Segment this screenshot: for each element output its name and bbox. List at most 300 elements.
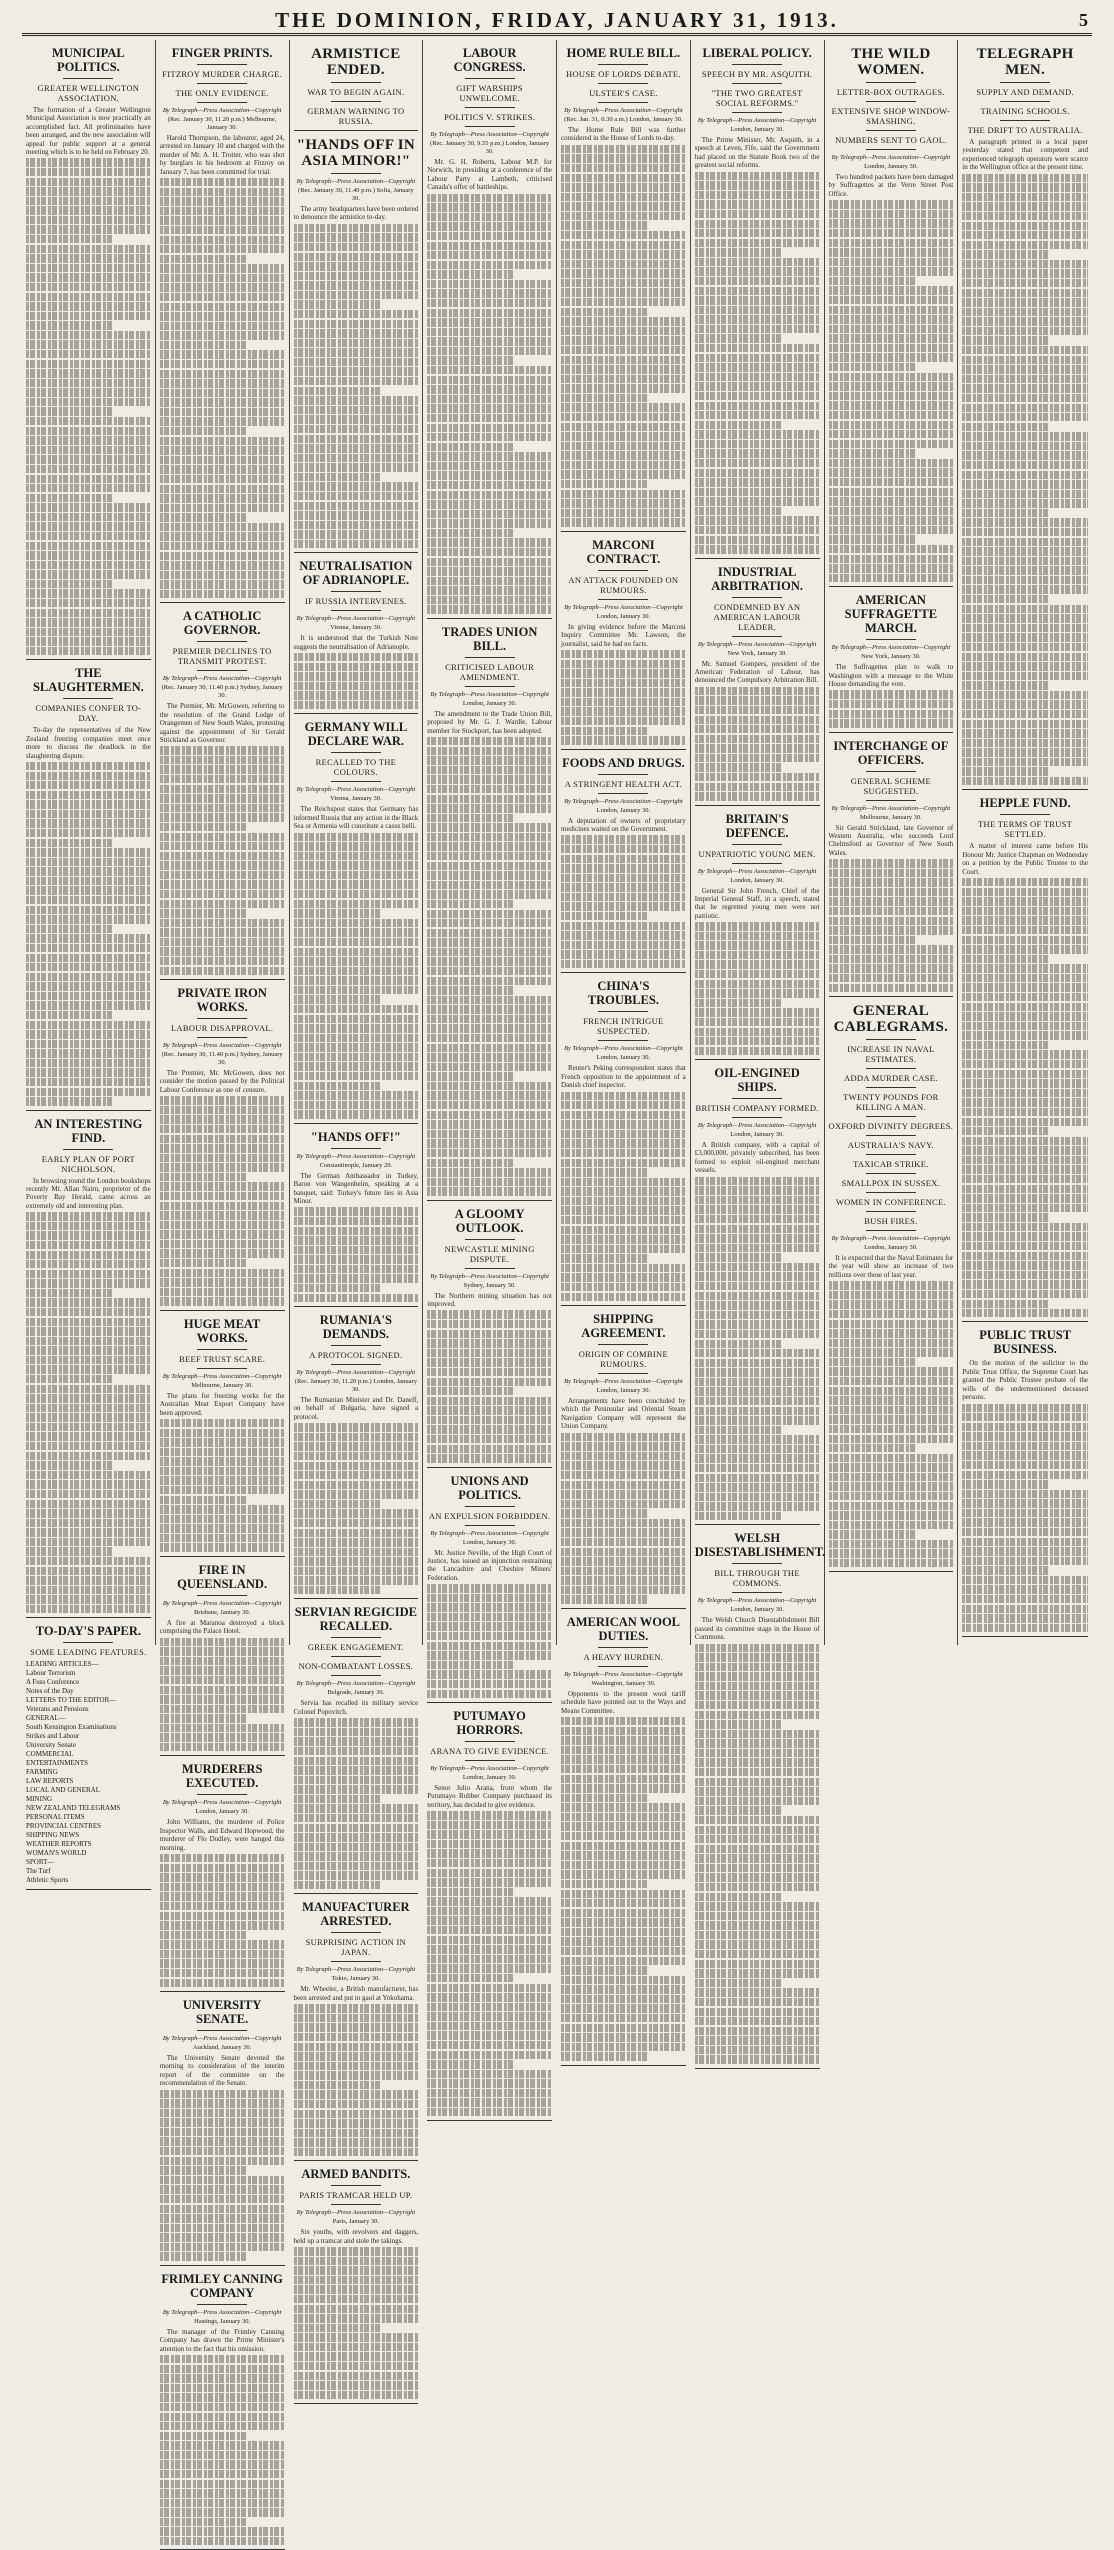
divider-rule [331, 610, 381, 611]
text-line [695, 1368, 820, 1376]
text-line [427, 251, 552, 259]
text-line [160, 2403, 285, 2411]
text-line [294, 1481, 419, 1489]
text-line [294, 1246, 419, 1254]
text-line [294, 701, 419, 709]
text-line [561, 279, 686, 287]
text-line [26, 475, 151, 483]
text-line [26, 982, 151, 990]
text-line [561, 1985, 686, 1993]
text-line [294, 1034, 419, 1042]
article-headline: OIL-ENGINED SHIPS. [714, 1066, 800, 1095]
text-line [695, 1921, 820, 1929]
text-line [561, 1966, 648, 1974]
article-headline: MUNICIPAL POLITICS. [52, 46, 125, 74]
text-line [26, 839, 113, 847]
text-line [26, 1222, 151, 1230]
article-body: Opponents to the present wool tariff schedule have pointed out to the Ways and Means Committee. [561, 1689, 686, 1715]
text-line [294, 2043, 419, 2051]
text-line [962, 375, 1088, 383]
text-line [294, 2352, 419, 2360]
text-line [427, 1840, 552, 1848]
text-line [427, 785, 552, 793]
article-separator [160, 1310, 285, 1311]
text-line [26, 1490, 151, 1498]
divider-rule [331, 173, 381, 174]
divider-rule [866, 800, 916, 801]
text-line [962, 1518, 1088, 1526]
text-line [695, 1931, 820, 1939]
text-line [829, 1444, 916, 1452]
text-line [294, 1442, 419, 1450]
text-line [829, 353, 954, 361]
text-line [695, 932, 820, 940]
text-line [160, 1154, 285, 1162]
text-line [294, 1728, 419, 1736]
article-body: The Premier, Mr. McGowen, referring to the resolution of the Grand Lodge of Orangemen of New South Wales, protesting against the appointment of Sir Gerald Strickland as Governor. [159, 702, 285, 744]
text-line [427, 1310, 552, 1318]
text-line [294, 444, 419, 452]
text-line [427, 299, 552, 307]
text-line [294, 2266, 419, 2274]
text-line [829, 421, 954, 429]
text-line [160, 1505, 285, 1513]
text-line [294, 995, 381, 1003]
article-subheadline: A PROTOCOL SIGNED. [309, 1349, 403, 1360]
text-line [427, 1339, 552, 1347]
text-line [427, 756, 552, 764]
text-line [962, 566, 1088, 574]
text-line [26, 599, 151, 607]
divider-rule [331, 101, 381, 102]
text-line [962, 1451, 1088, 1459]
index-entry: SPORT— [26, 1858, 55, 1867]
article-body: Mr. Samuel Gompers, president of the American Federation of Labour, has denounced the Compulsory Arbitration Bill. [694, 659, 820, 685]
article-headline: AMERICAN WOOL DUTIES. [566, 1614, 681, 1643]
text-line [561, 1755, 686, 1763]
text-line [427, 1888, 514, 1896]
text-line [829, 277, 916, 285]
text-line [561, 221, 648, 229]
text-line [561, 365, 686, 373]
newspaper-title: THE DOMINION, FRIDAY, JANUARY 31, 1913. [275, 8, 839, 32]
divider-rule [598, 1647, 648, 1648]
text-line [427, 1690, 552, 1698]
divider-rule [598, 774, 648, 775]
text-line [427, 1130, 552, 1138]
text-line [427, 1670, 552, 1678]
text-line [160, 1297, 285, 1305]
divider-rule [465, 1268, 515, 1269]
text-line [427, 1015, 552, 1023]
article-subheadline: "THE TWO GREATEST SOCIAL REFORMS." [711, 88, 803, 108]
article-headline: "HANDS OFF!" [310, 1129, 401, 1144]
text-line [427, 1907, 552, 1915]
text-line [427, 577, 552, 585]
text-line [294, 272, 419, 280]
article-subheadline: GERMAN WARNING TO RUSSIA. [307, 106, 405, 126]
text-line [962, 1175, 1088, 1183]
text-line [26, 1528, 151, 1536]
article-separator [294, 1893, 419, 1894]
divider-rule [866, 639, 916, 640]
article-separator [829, 996, 954, 997]
article-dateline: London, January 30. [596, 806, 651, 814]
text-line [427, 1878, 552, 1886]
text-line [561, 1937, 686, 1945]
text-line [695, 200, 820, 208]
text-line [962, 653, 1088, 661]
text-line [26, 925, 113, 933]
text-line [695, 277, 820, 285]
text-line [427, 395, 552, 403]
text-line [294, 406, 419, 414]
text-line [160, 1230, 285, 1238]
text-line [561, 212, 686, 220]
article-body: The Welsh Church Disestablishment Bill passed its committee stage in the House of Commons. [694, 1616, 820, 1642]
index-entry: A Fuss Conference [26, 1678, 80, 1687]
article-credit: By Telegraph—Press Association—Copyright [296, 1152, 416, 1160]
text-line [427, 2031, 552, 2039]
article-body: The German Ambassador in Turkey, Baron von Wangenheim, speaking at a banquet, said: Turkey's future lies in Asia Minor. [293, 1171, 419, 1205]
article-separator [160, 979, 285, 980]
text-line [561, 717, 686, 725]
article [160, 2272, 285, 2550]
article-headline: AN INTERESTING FIND. [34, 1116, 143, 1145]
text-line [561, 1880, 648, 1888]
text-line [695, 941, 820, 949]
text-line [829, 507, 954, 515]
text-line [294, 1091, 419, 1099]
text-line [160, 2137, 285, 2145]
text-line [427, 747, 552, 755]
article-dateline: Constantinople, January 29. [319, 1161, 393, 1169]
text-line [427, 500, 552, 508]
text-line [962, 250, 1050, 258]
text-line [294, 938, 419, 946]
text-line [26, 235, 113, 243]
divider-rule [598, 102, 648, 103]
text-line [294, 1274, 419, 1282]
text-line [26, 542, 151, 550]
text-line [427, 1111, 552, 1119]
text-line [160, 775, 285, 783]
text-line [561, 241, 686, 249]
text-line [294, 2324, 381, 2332]
text-line [695, 744, 820, 752]
article-subheadline: PARIS TRAMCAR HELD UP. [299, 2190, 413, 2201]
column-5 [557, 40, 691, 1715]
text-line [26, 1021, 151, 1029]
text-line [294, 1284, 381, 1292]
text-line [561, 893, 686, 901]
text-line [427, 804, 552, 812]
text-line [427, 1349, 552, 1357]
text-line [962, 490, 1088, 498]
article-body: The Northern mining situation has not improved. [427, 1291, 552, 1309]
text-line [962, 777, 1088, 785]
text-line [26, 302, 151, 310]
article-credit: By Telegraph—Press Association—Copyright [162, 1042, 282, 1049]
divider-rule [732, 64, 782, 65]
article-subheadline: POLITICS V. STRIKES. [444, 112, 536, 122]
article-body: The manager of the Frimley Canning Company has drawn the Prime Minister's attention to the fact that his omission. [159, 2327, 285, 2353]
text-line [427, 1584, 552, 1592]
text-line [561, 1111, 686, 1119]
divider-rule [732, 1592, 782, 1593]
text-line [160, 456, 285, 464]
text-line [561, 912, 648, 920]
text-line [26, 1059, 151, 1067]
text-line [962, 394, 1088, 402]
text-line [695, 2036, 820, 2044]
article-credit: By Telegraph—Press Association—Copyright [697, 1597, 817, 1605]
text-line [561, 950, 686, 958]
article-separator [695, 805, 820, 806]
text-line [160, 1106, 285, 1114]
text-line [294, 1500, 381, 1508]
text-line [160, 1733, 285, 1741]
divider-rule [331, 1148, 381, 1149]
text-line [695, 1234, 820, 1242]
text-line [962, 1490, 1088, 1498]
text-line [829, 555, 954, 563]
divider-rule [1000, 814, 1050, 815]
text-line [160, 1979, 285, 1987]
text-line [962, 327, 1088, 335]
article-subheadline: EARLY PLAN OF PORT NICHOLSON. [41, 1153, 135, 1174]
text-line [695, 1008, 820, 1016]
article-headline: ARMED BANDITS. [301, 2167, 411, 2182]
article [829, 1003, 954, 1572]
article [26, 666, 151, 1110]
text-line [160, 1912, 285, 1920]
text-line [695, 172, 820, 180]
text-line [294, 463, 419, 471]
text-line [695, 1018, 820, 1026]
text-line [962, 1614, 1088, 1622]
text-line [962, 1108, 1088, 1116]
text-line [294, 243, 419, 251]
text-line [962, 945, 1088, 953]
text-line [160, 852, 285, 860]
article [294, 1900, 419, 2161]
text-line [294, 2023, 419, 2031]
text-line [695, 382, 820, 390]
text-line [695, 1474, 820, 1482]
text-line [26, 1011, 113, 1019]
text-line [561, 288, 686, 296]
text-line [427, 1425, 552, 1433]
text-line [427, 833, 552, 841]
text-line [294, 224, 419, 232]
text-line [829, 1358, 916, 1366]
article-separator [962, 789, 1088, 790]
text-line [294, 663, 419, 671]
article-separator [427, 618, 552, 619]
article-body: The Home Rule Bill was further considered in the House of Lords to-day. [561, 126, 686, 143]
text-line [26, 1088, 151, 1096]
text-line [829, 974, 954, 982]
text-line [962, 557, 1088, 565]
text-line [26, 1097, 113, 1105]
text-line [561, 931, 686, 939]
text-line [695, 989, 820, 997]
text-line [695, 792, 820, 800]
text-line [561, 202, 686, 210]
text-line [26, 245, 151, 253]
divider-rule [465, 1506, 515, 1507]
text-line [962, 1012, 1088, 1020]
text-line [160, 370, 285, 378]
text-line [695, 220, 820, 228]
text-line [695, 1196, 820, 1204]
article-body: A fire at Maranoa destroyed a block comprising the Palace Hotel. [159, 1618, 285, 1636]
text-line [695, 1644, 820, 1652]
text-line [561, 1433, 686, 1441]
text-line [829, 1339, 954, 1347]
text-line [962, 1624, 1088, 1632]
text-line [695, 1739, 820, 1747]
article-subheadline: SMALLPOX IN SUSSEX. [841, 1178, 941, 1189]
text-line [962, 700, 1088, 708]
text-line [695, 478, 820, 486]
text-line [695, 459, 820, 467]
text-line [160, 1647, 285, 1655]
text-line [26, 609, 151, 617]
index-entry: The Turf [26, 1867, 51, 1876]
text-line [829, 478, 954, 486]
text-line [26, 206, 151, 214]
column-1 [22, 40, 156, 1885]
text-line [962, 1300, 1050, 1308]
divider-rule [732, 863, 782, 864]
text-line [427, 1926, 552, 1934]
divider-rule [598, 64, 648, 65]
text-line [427, 852, 552, 860]
text-line [294, 396, 419, 404]
text-line [829, 468, 954, 476]
text-line [26, 810, 151, 818]
text-line [160, 2441, 285, 2449]
text-line [160, 513, 247, 521]
article [695, 565, 820, 806]
article-subheadline: A HEAVY BURDEN. [583, 1651, 664, 1662]
article-headline: HOME RULE BILL. [566, 46, 681, 60]
text-line [26, 360, 151, 368]
text-line [294, 1814, 419, 1822]
text-line [829, 719, 954, 727]
divider-rule [465, 78, 515, 79]
text-line [427, 366, 552, 374]
text-line [962, 672, 1088, 680]
text-line [962, 1595, 1088, 1603]
text-line [427, 567, 552, 575]
text-line [160, 804, 285, 812]
divider-rule [197, 1794, 247, 1795]
text-line [294, 2381, 419, 2389]
divider-rule [866, 1192, 916, 1193]
text-line [829, 545, 954, 553]
text-line [26, 1605, 151, 1613]
text-line [829, 1521, 954, 1529]
text-line [561, 1717, 686, 1725]
article-subheadline: IF RUSSIA INTERVENES. [305, 596, 407, 607]
article-dateline: Belgrade, January 30. [327, 1689, 385, 1697]
text-line [829, 1502, 954, 1510]
text-line [829, 267, 954, 275]
text-line [26, 906, 151, 914]
text-line [962, 983, 1088, 991]
text-line [160, 542, 285, 550]
text-line [26, 1040, 151, 1048]
text-line [962, 1223, 1088, 1231]
text-line [829, 430, 954, 438]
text-line [695, 1940, 820, 1948]
text-line [695, 363, 820, 371]
text-line [561, 1595, 648, 1603]
article-separator [427, 1467, 552, 1468]
text-line [427, 356, 514, 364]
text-line [427, 1680, 552, 1688]
divider-rule [331, 1637, 381, 1638]
text-line [962, 1031, 1088, 1039]
text-line [160, 1115, 285, 1123]
text-line [160, 1873, 285, 1881]
article-headline: LIBERAL POLICY. [702, 46, 812, 60]
article-subheadline: BRITISH COMPANY FORMED. [695, 1103, 819, 1114]
text-line [26, 522, 151, 530]
text-line [427, 558, 552, 566]
article-headline: TO-DAY'S PAPER. [35, 1624, 142, 1639]
text-line [160, 890, 285, 898]
article-subheadline: NUMBERS SENT TO GAOL. [835, 135, 947, 145]
text-line [160, 2537, 285, 2545]
text-line [26, 446, 151, 454]
text-line [160, 465, 285, 473]
article-separator [160, 1556, 285, 1557]
text-line [695, 1416, 820, 1424]
article-separator [427, 1702, 552, 1703]
text-line [160, 1438, 285, 1446]
text-line [695, 229, 820, 237]
article-dateline: Auckland, January 30. [192, 2043, 252, 2051]
text-line [829, 459, 954, 467]
text-line [561, 2004, 686, 2012]
text-line [160, 2214, 285, 2222]
article-dateline: London, January 30. [462, 1538, 517, 1546]
text-line [294, 310, 419, 318]
text-line [26, 1595, 151, 1603]
text-line [962, 614, 1088, 622]
text-line [561, 327, 686, 335]
article-headline: WELSH DISESTABLISHMENT. [694, 1531, 826, 1560]
article-credit: By Telegraph—Press Association—Copyright [430, 690, 549, 698]
text-line [962, 1261, 1088, 1269]
divider-rule [331, 1675, 381, 1676]
text-line [160, 216, 285, 224]
text-line [160, 861, 285, 869]
article-separator [561, 1305, 686, 1306]
text-line [962, 1089, 1088, 1097]
text-line [294, 2100, 419, 2108]
text-line [427, 1406, 552, 1414]
text-line [427, 1984, 552, 1992]
text-line [962, 595, 1050, 603]
text-line [695, 1378, 820, 1386]
text-line [427, 2003, 552, 2011]
article-dateline: London, January 30. [596, 1387, 651, 1395]
